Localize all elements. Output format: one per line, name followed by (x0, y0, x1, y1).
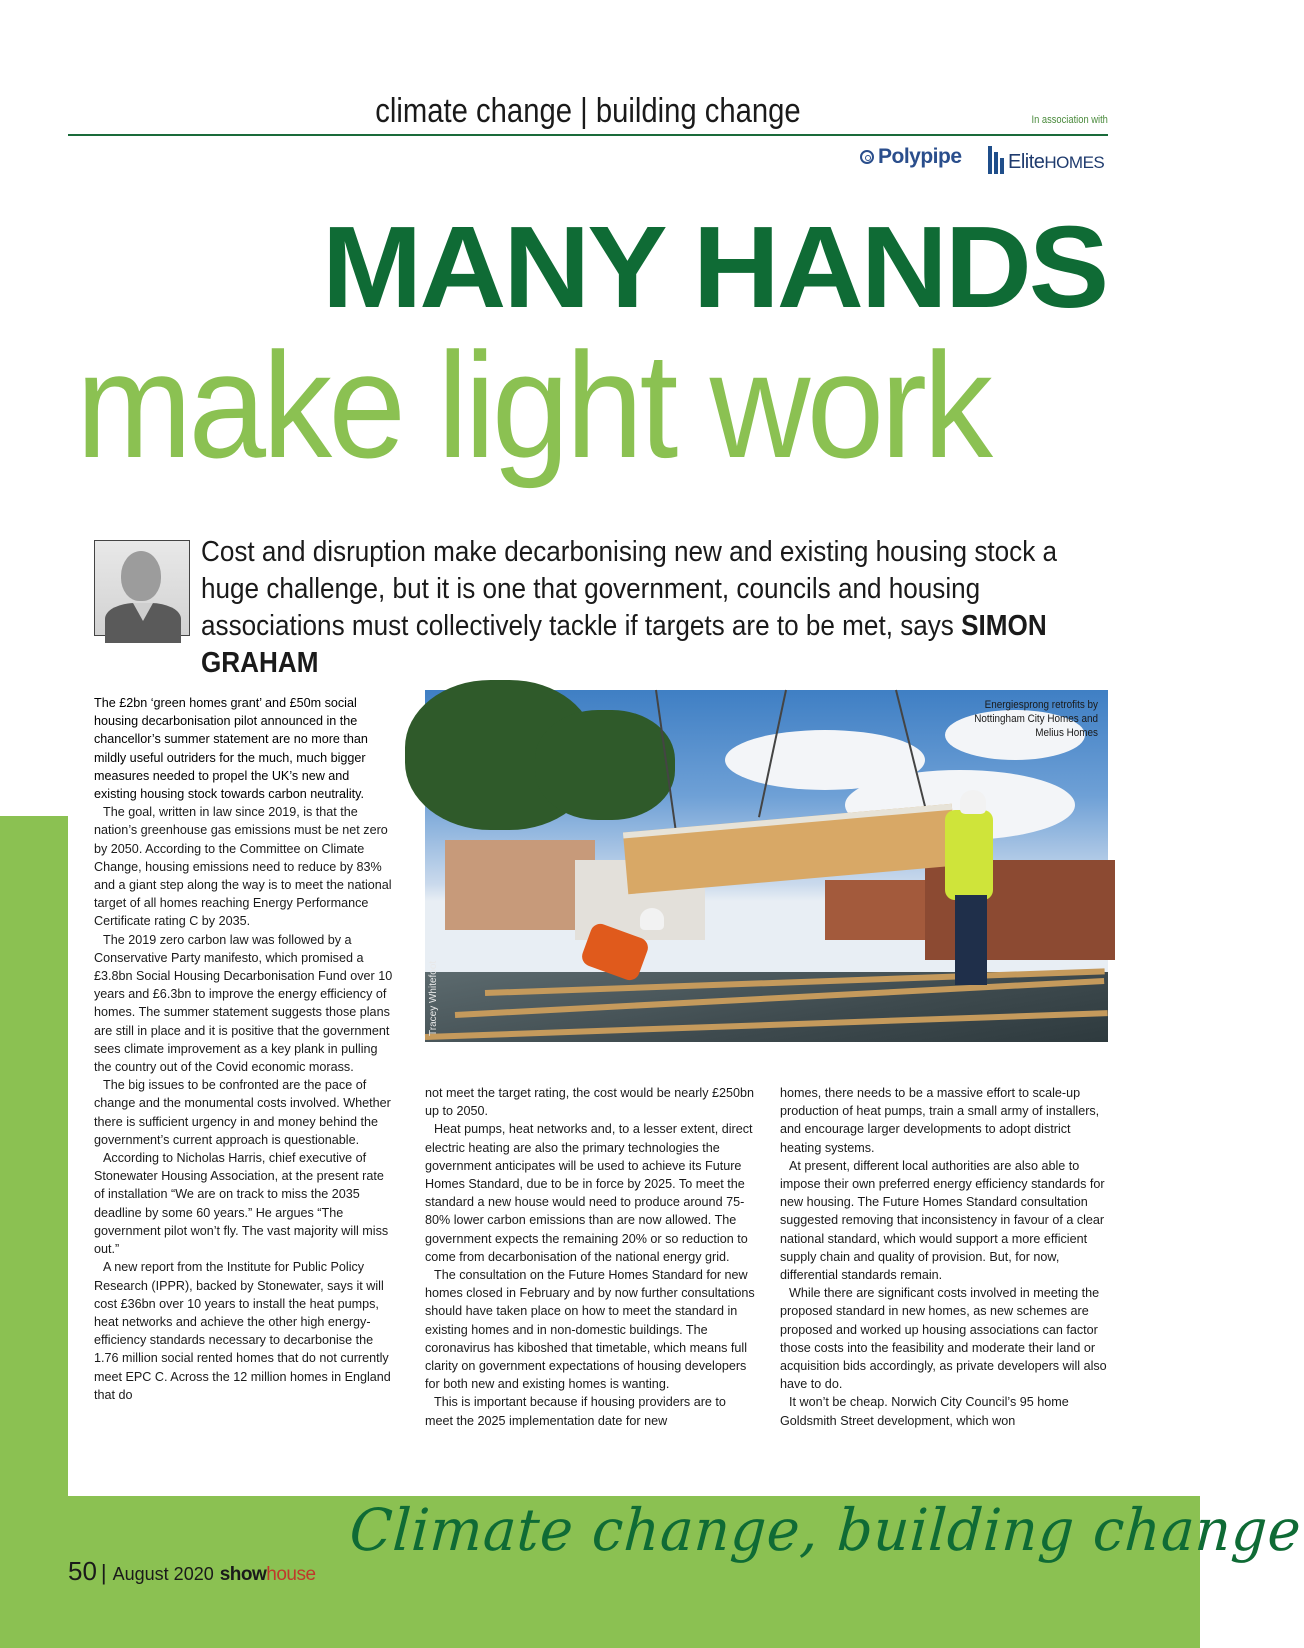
magazine-name: show (219, 1564, 267, 1585)
paragraph: The big issues to be confronted are the pace of change and the monumental costs involved. Whether there is sufficient urgency in and money behind the government’s current approach is questionable. (94, 1078, 391, 1147)
paragraph: The consultation on the Future Homes Standard for new homes closed in February and by now further consultations should have taken place on how to meet the standard in existing homes and in non-domestic buildings. The coronavirus has kiboshed that timetable, which means full clarity on government expectations of housing developers for both new and existing homes is wanting. (425, 1268, 755, 1392)
paragraph: Heat pumps, heat networks and, to a lesser extent, direct electric heating are also the primary technologies the government anticipates will be used to achieve its Future Homes Standard, due to be in force by 2025. To meet the standard a new house would need to produce around 75-80% lower carbon emissions than are now allowed. The government expects the remaining 20% or so reduction to come from decarbonisation of the national energy grid. (425, 1122, 753, 1264)
photo-caption: Energiesprong retrofits by Nottingham City Homes and Melius Homes (974, 699, 1098, 739)
photo-credit: Tracey Whitefoot (428, 960, 439, 1036)
author-name: SIMON GRAHAM (201, 610, 1047, 679)
headline-main: MANY HANDS (321, 202, 1106, 332)
paragraph: A new report from the Institute for Public Policy Research (IPPR), backed by Stonewater, says it will cost £36bn over 10 years to install the heat pumps, heat networks and achieve the other high energy-efficiency standards necessary to decarbonise the 1.76 million social rented homes that do not currently meet EPC C. Across the 12 million homes in England that do (94, 1260, 391, 1402)
paragraph: It won’t be cheap. Norwich City Council’s 95 home Goldsmith Street development, which won (780, 1395, 1069, 1428)
paragraph: not meet the target rating, the cost would be nearly £250bn up to 2050. (425, 1086, 755, 1119)
paragraph: The goal, written in law since 2019, is that the nation’s greenhouse gas emissions must be net zero by 2050. According to the Committee on Climate Change, housing emissions need to reduce by 83% and a giant step along the way is to meet the national target of all homes reaching Energy Performance Certificate rating C by 2035. (94, 805, 392, 929)
paragraph: The 2019 zero carbon law was followed by a Conservative Party manifesto, which promised a £3.8bn Social Housing Decarbonisation Fund over 10 years and £6.3bn to improve the energy efficiency of homes. The summer statement suggests those plans are still in place and it is positive that the government sees climate improvement as a key plank in pulling the country out of the Covid economic morass. (94, 932, 393, 1075)
paragraph: At present, different local authorities are also able to impose their own preferred energy efficiency standards for new housing. The Future Homes Standard consultation suggested removing that inconsistency in favour of a clear national standard, which would support a more efficient supply chain and quality of provision. But, for now, differential standards remain. (780, 1158, 1105, 1283)
headline-sub: make light work (76, 321, 990, 489)
article-column-3 (780, 1084, 1110, 1430)
elite-homes-logo (988, 142, 1104, 174)
author-photo (94, 540, 190, 636)
paragraph: According to Nicholas Harris, chief executive of Stonewater Housing Association, at the present rate of installation “We are on track to miss the 2035 deadline by some 60 years.” He argues “The government pilot won’t fly. The vast majority will miss out.” (94, 1151, 389, 1257)
sponsor-logos (860, 140, 1108, 178)
page-number: 50 (68, 1556, 97, 1586)
polypipe-swirl-icon (860, 150, 874, 164)
footer-tagline: Climate change, building change (347, 1496, 1304, 1564)
standfirst (201, 534, 1110, 682)
paragraph: homes, there needs to be a massive effort to scale-up production of heat pumps, train a small army of installers, and encourage larger developments to adopt district heating systems. (780, 1086, 1100, 1155)
paragraph: The £2bn ‘green homes grant’ and £50m social housing decarbonisation pilot announced in the chancellor’s summer statement are no more than mildly useful outriders for the much, much bigger measures needed to propel the UK’s new and existing housing stock towards carbon neutrality. (94, 696, 368, 802)
section-title: climate change | building change (375, 92, 801, 130)
paragraph: This is important because if housing providers are to meet the 2025 implementation date for new (425, 1395, 726, 1428)
footer-divider: | (100, 1560, 107, 1585)
magazine-name-suffix: house (266, 1564, 316, 1585)
polypipe-logo (860, 142, 962, 172)
issue-date: August 2020 (112, 1564, 214, 1584)
paragraph: While there are significant costs involved in meeting the proposed standard in new homes, as new schemes are proposed and worked up housing associations can factor those costs into the feasibility and moderate their land or acquisition bids accordingly, as private developers will also have to do. (780, 1286, 1107, 1392)
elite-building-icon (988, 146, 1006, 174)
article-column-2 (425, 1084, 755, 1430)
elite-homes-wordmark: EliteHOMES (1008, 151, 1105, 173)
polypipe-wordmark: Polypipe (878, 145, 962, 168)
article-photo (425, 690, 1108, 1042)
side-color-band (0, 816, 68, 1498)
page-footer (68, 1556, 316, 1587)
article-column-1 (94, 694, 394, 1404)
association-text: In association with (1031, 114, 1108, 126)
standfirst-text: Cost and disruption make decarbonising new and existing housing stock a huge challenge, but it is one that government, councils and housing associations must collectively tackle if targets are to be met, says (201, 536, 1058, 642)
section-header (68, 88, 1108, 136)
